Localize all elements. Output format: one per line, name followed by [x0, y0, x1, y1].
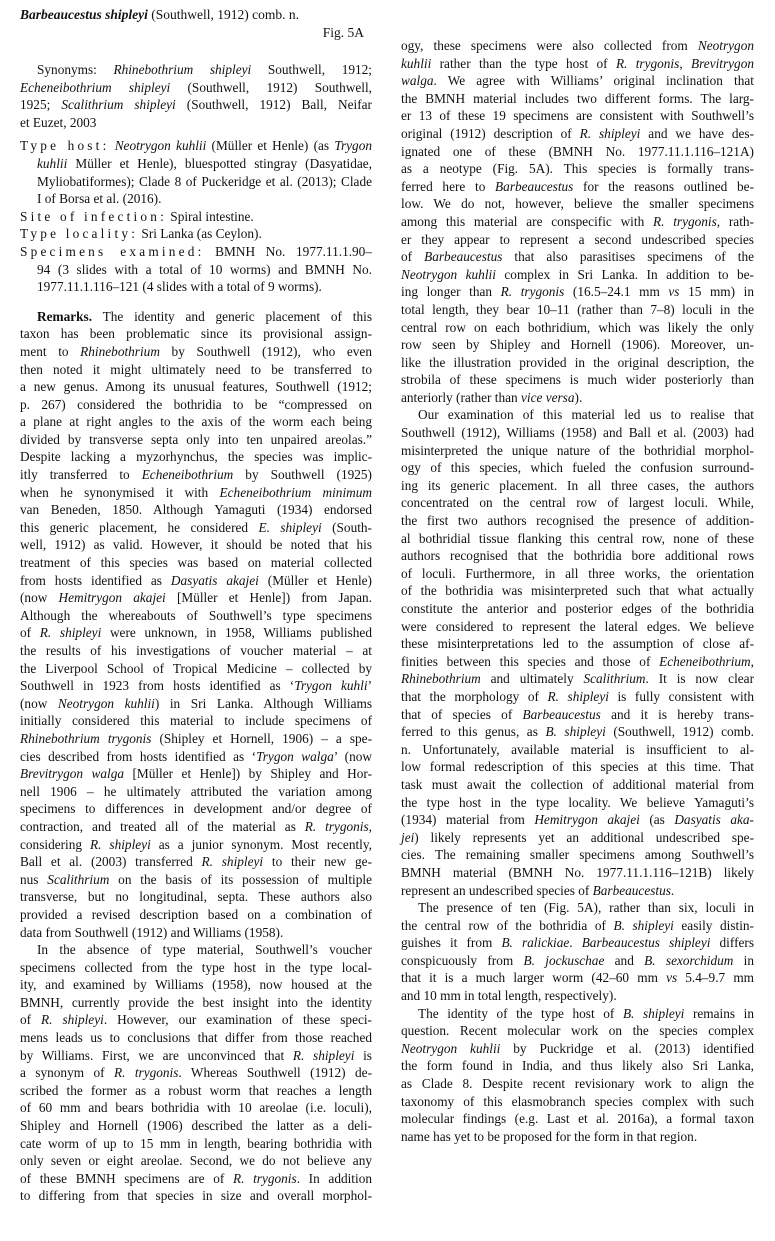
text-line: (now Hemitrygon akajei [Müller et Henle]) from Japan. [20, 590, 373, 606]
text-line: Rhinebothrium trygonis (Shipley et Hornell, 1906) – a spe- [20, 730, 373, 746]
text-line: row seen by Shipley and Hornell (1906). Moreover, un- [401, 337, 754, 353]
text-line: these misinterpretations led to the assumption of close af- [401, 636, 754, 652]
text-line: Rhinebothrium and ultimately Scalithrium. It is now clear [401, 671, 754, 687]
text-line: kuhlii Müller et Henle), bluespotted stingray (Dasyatidae, [37, 155, 372, 171]
text-line: cies described from hosts identified as ‘Trygon walga’ (now [20, 748, 373, 764]
text-line: Myliobatiformes); Clade 8 of Puckeridge et al. (2013); Clade [37, 173, 372, 189]
text-line: guishes it from B. ralickiae. Barbeaucestus shipleyi differs [401, 935, 754, 951]
text-line: n. Unfortunately, available material is insufficient to al- [401, 741, 754, 757]
text-line: a new genus. Among its unusual features, Southwell (1912; [20, 379, 372, 395]
text-line: of R. shipleyi were unknown, in 1958, Williams published [20, 625, 372, 641]
text-line: considering R. shipleyi as a junior synonym. Most recently, [20, 836, 372, 852]
text-line: p. 267) considered the bothridia to be “compressed on [20, 396, 372, 412]
type-host-block [20, 137, 372, 207]
text-line: Site of infection: Spiral intestine. [20, 208, 254, 224]
text-line: Type locality: Sri Lanka (as Ceylon). [20, 226, 262, 242]
text-line: Echeneibothrium shipleyi (Southwell, 1912) Southwell, [20, 79, 372, 95]
text-line: original (1912) description of R. shipleyi and we have des- [401, 125, 754, 141]
text-line: that it is a much larger worm (42–60 mm vs 5.4–9.7 mm [401, 970, 754, 986]
text-line: ity, and examined by Williams (1958), now housed at the [20, 977, 372, 993]
text-line: Brevitrygon walga [Müller et Henle]) by Shipley and Hor- [20, 766, 372, 782]
text-line: cies. The remaining smaller specimens among Southwell’s [401, 847, 754, 863]
text-line: when he synonymised it with Echeneibothrium minimum [20, 484, 372, 500]
synonyms-block [20, 61, 372, 131]
text-line: of loculi. Furthermore, in all three works, the orientation [401, 565, 754, 581]
text-line: concentrated on the central row of largest loculi. While, [401, 495, 754, 511]
text-line: data from Southwell (1912) and Williams (1958). [20, 924, 284, 940]
text-line: The presence of ten (Fig. 5A), rather than six, loculi in [418, 900, 754, 916]
text-line: Southwell (1912), Williams (1958) and Ball et al. (2003) had [401, 425, 754, 441]
text-line: BMNH, currently provide the best insight into the identity [20, 994, 372, 1010]
text-line: that of species of Barbeaucestus and it is hereby trans- [401, 706, 754, 722]
text-line: of the bothridia was misinterpreted such that what actually [401, 583, 754, 599]
text-line: 1977.11.1.116–121 (4 slides with a total of 9 worms). [37, 279, 322, 295]
text-line: taxonomy of this elasmobranch species complex with such [401, 1093, 754, 1109]
text-line: itly transferred to Echeneibothrium by Southwell (1925) [20, 467, 372, 483]
text-line: ment to Rhinebothrium by Southwell (1912), who even [20, 343, 372, 359]
site-of-infection-block [20, 208, 372, 226]
text-line: conspicuously from B. jockuschae and B. sexorchidum in [401, 952, 754, 968]
text-line: nell 1906 – he ultimately attributed the variation among [20, 783, 372, 799]
text-line: only seven or eight areolae. Second, we do not believe any [20, 1153, 372, 1169]
text-line: the results of his investigations of voucher material – at [20, 643, 372, 658]
type-locality-block [20, 225, 372, 243]
text-line: Type host: Neotrygon kuhlii (Müller et Henle) (as Trygon [20, 138, 372, 154]
text-line: molecular findings (e.g. Last et al. 2016a), a formal taxon [401, 1111, 754, 1127]
text-line: anteriorly (rather than vice versa). [401, 389, 583, 405]
text-line: the Liverpool School of Tropical Medicine – collected by [20, 660, 372, 676]
text-line: central row on each bothridium, which was likely the only [401, 319, 754, 335]
text-line: (1934) material from Hemitrygon akajei (as Dasyatis aka- [401, 812, 754, 828]
text-line: ferred to this genus, as B. shipleyi (Southwell, 1912) comb. [401, 724, 754, 740]
right-column [401, 37, 754, 1145]
text-line: name has yet to be proposed for the form in that region. [401, 1128, 698, 1144]
text-line: by Williams. First, we are unconvinced that R. shipleyi is [20, 1047, 372, 1063]
text-line: among this material are conspecific with R. trygonis, rath- [401, 213, 754, 229]
text-line: low. We do not, however, believe the smaller specimens [401, 196, 754, 212]
text-line: Remarks. The identity and generic placement of this [37, 308, 372, 324]
text-line: nus Scalithrium on the basis of its possession of multiple [20, 871, 372, 887]
text-line: Despite lacking a myzorhynchus, the species was implic- [20, 449, 372, 465]
text-line: al bothridial tissue flanking this central row, none of these [401, 530, 754, 546]
text-line: a synonym of R. trygonis. Whereas Southwell (1912) de- [20, 1065, 373, 1081]
text-line: represent an undescribed species of Barbeaucestus. [401, 882, 675, 898]
text-line: Although the whereabouts of Southwell’s type specimens [20, 607, 372, 623]
text-line: jei) likely represents yet an additional undescribed spe- [401, 829, 754, 845]
text-line: constitute the anterior and posterior edges of the bothridia [401, 601, 754, 616]
text-line: Neotrygon kuhlii by Puckridge et al. (2013) identified [401, 1040, 754, 1056]
text-line: this generic placement, he considered E. shipleyi (South- [20, 519, 372, 535]
text-line: contraction, and treated all of the material as R. trygonis, [20, 818, 372, 834]
text-line: then noted it might ultimately need to be transferred to [20, 361, 372, 377]
text-line: of R. shipleyi. However, our examination of these speci- [20, 1012, 372, 1028]
text-line: low formal redescription of this species at this time. That [401, 759, 754, 775]
text-line: Neotrygon kuhlii complex in Sri Lanka. In addition to be- [401, 266, 754, 282]
text-line: from hosts identified as Dasyatis akajei (Müller et Henle) [20, 572, 372, 588]
text-line: initially considered this material to include specimens of [20, 713, 372, 729]
remarks-paragraph-2 [20, 941, 372, 1205]
text-line: transverse, but no longitudinal, septa. These authors also [20, 889, 372, 905]
text-line: misinterpreted the unique nature of the bothridial morphol- [401, 442, 754, 458]
text-line: to differing from that species in size and overall morphol- [20, 1188, 372, 1204]
text-line: as Clade 8. Despite recent revisionary work to align the [401, 1076, 754, 1092]
taxon-heading: Barbeaucestus shipleyi (Southwell, 1912) comb. n. [20, 7, 300, 22]
text-line: er 13 of these 19 specimens are consistent with Southwell’s [401, 108, 754, 124]
remarks-paragraph-2-continued [401, 37, 754, 406]
text-line: kuhlii rather than the type host of R. trygonis, Brevitrygon [401, 55, 755, 71]
text-line: In the absence of type material, Southwell’s voucher [37, 942, 372, 958]
text-line: of these BMNH specimens are of R. trygonis. In addition [20, 1170, 372, 1186]
text-line: ogy, these specimens were also collected from Neotrygon [401, 38, 754, 53]
text-line: that the morphology of R. shipleyi is fully consistent with [401, 688, 754, 704]
text-line: mens leads us to conclusions that differ from those reached [20, 1030, 372, 1046]
remarks-paragraph-3 [401, 406, 754, 899]
text-line: of 60 mm and bears bothridia with 10 areolae (i.e. loculi), [20, 1100, 372, 1116]
text-line: cate worm of up to 15 mm in length, bearing bothridia with [20, 1135, 372, 1151]
text-line: divided by transverse septa only into ten unpaired areolas.” [20, 431, 372, 447]
text-line: the type host in the type locality. We believe Yamaguti’s [401, 794, 754, 810]
text-line: er they appear to represent a second undescribed species [401, 231, 754, 247]
text-line: ferred here to Barbeaucestus for the reasons outlined be- [401, 178, 754, 194]
text-line: of Barbeaucestus that also parasitises specimens of the [401, 249, 754, 265]
text-line: well, 1912) as valid. However, it should be noted that his [20, 537, 372, 553]
text-line: specimens to differences in development and/or degree of [20, 801, 372, 817]
text-line: ing its generic placement. In all three cases, the authors [401, 477, 754, 493]
remarks-paragraph-5 [401, 1005, 754, 1146]
text-line: Southwell in 1923 from hosts identified as ‘Trygon kuhli’ [20, 678, 372, 694]
text-line: ogy of this species, which fueled the confusion surround- [401, 460, 754, 476]
text-line: the BMNH material includes two different forms. The larg- [401, 90, 754, 106]
text-line: the form found in India, and thus likely also Sri Lanka, [401, 1058, 754, 1074]
text-line: authors recognised that the bothridia bore additional rows [401, 548, 754, 564]
text-line: were considered to represent the lateral edges. We believe [401, 618, 754, 634]
text-line: ignated one of these (BMNH No. 1977.11.1.116–121A) [401, 143, 754, 159]
text-line: Shipley and Hornell (1906) described the latter as a deli- [20, 1118, 372, 1134]
text-line: van Beneden, 1850. Although Yamaguti (1934) endorsed [20, 502, 372, 518]
remarks-paragraph-1 [20, 308, 372, 941]
text-line: (now Neotrygon kuhlii) in Sri Lanka. Although Williams [20, 695, 372, 711]
text-line: BMNH material (BMNH No. 1977.11.1.116–121B) likely [401, 864, 754, 880]
text-line: taxon has been problematic since its provisional assign- [20, 326, 372, 342]
text-line: total length, they bear 10–11 (rather than 7–8) loculi in the [401, 301, 754, 317]
remarks-paragraph-4 [401, 899, 754, 1005]
text-line: scribed the former as a robust worm that reaches a length [20, 1082, 372, 1098]
text-line: and 10 mm in total length, respectively). [401, 988, 617, 1004]
text-line: Our examination of this material led us to realise that [418, 407, 754, 423]
text-line: provided a revised description based on a combination of [20, 906, 372, 922]
left-column [20, 0, 372, 1205]
text-line: 1925; Scalithrium shipleyi (Southwell, 1912) Ball, Neifar [20, 97, 372, 113]
text-line: walga. We agree with Williams’ original inclination that [401, 73, 754, 89]
text-line: finities between this species and those of Echeneibothrium, [401, 653, 754, 669]
text-line: Synonyms: Rhinebothrium shipleyi Southwell, 1912; [37, 62, 372, 77]
text-line: Ball et al. (2003) transferred R. shipleyi to their new ge- [20, 854, 372, 870]
text-line: The identity of the type host of B. shipleyi remains in [418, 1005, 754, 1021]
text-line: strobila of these specimens is much wider posteriorly than [401, 372, 754, 388]
text-line: I of Borsa et al. (2016). [37, 191, 162, 207]
text-line: a plane at right angles to the axis of the worm each being [20, 414, 372, 430]
figure-reference: Fig. 5A [322, 25, 364, 40]
text-line: treatment of this species was based on material collected [20, 555, 372, 571]
text-line: task must await the collection of additional material from [401, 776, 754, 792]
text-line: ing longer than R. trygonis (16.5–24.1 mm vs 15 mm) in [401, 284, 755, 300]
text-line: question. Recent molecular work on the species complex [401, 1023, 754, 1039]
text-line: the central row of the bothridia of B. shipleyi easily distin- [401, 917, 754, 933]
text-line: 94 (3 slides with a total of 10 worms) and BMNH No. [37, 261, 372, 277]
specimens-examined-block [20, 243, 372, 296]
text-line: like the illustration provided in the original description, the [401, 354, 754, 370]
text-line: specimens collected from the type host in the type local- [20, 959, 372, 975]
text-line: Specimens examined: BMNH No. 1977.11.1.90– [20, 243, 372, 259]
text-line: the first two authors recognised the presence of addition- [401, 513, 754, 529]
text-line: et Euzet, 2003 [20, 114, 97, 130]
text-line: as a neotype (Fig. 5A). This species is formally trans- [401, 161, 754, 177]
